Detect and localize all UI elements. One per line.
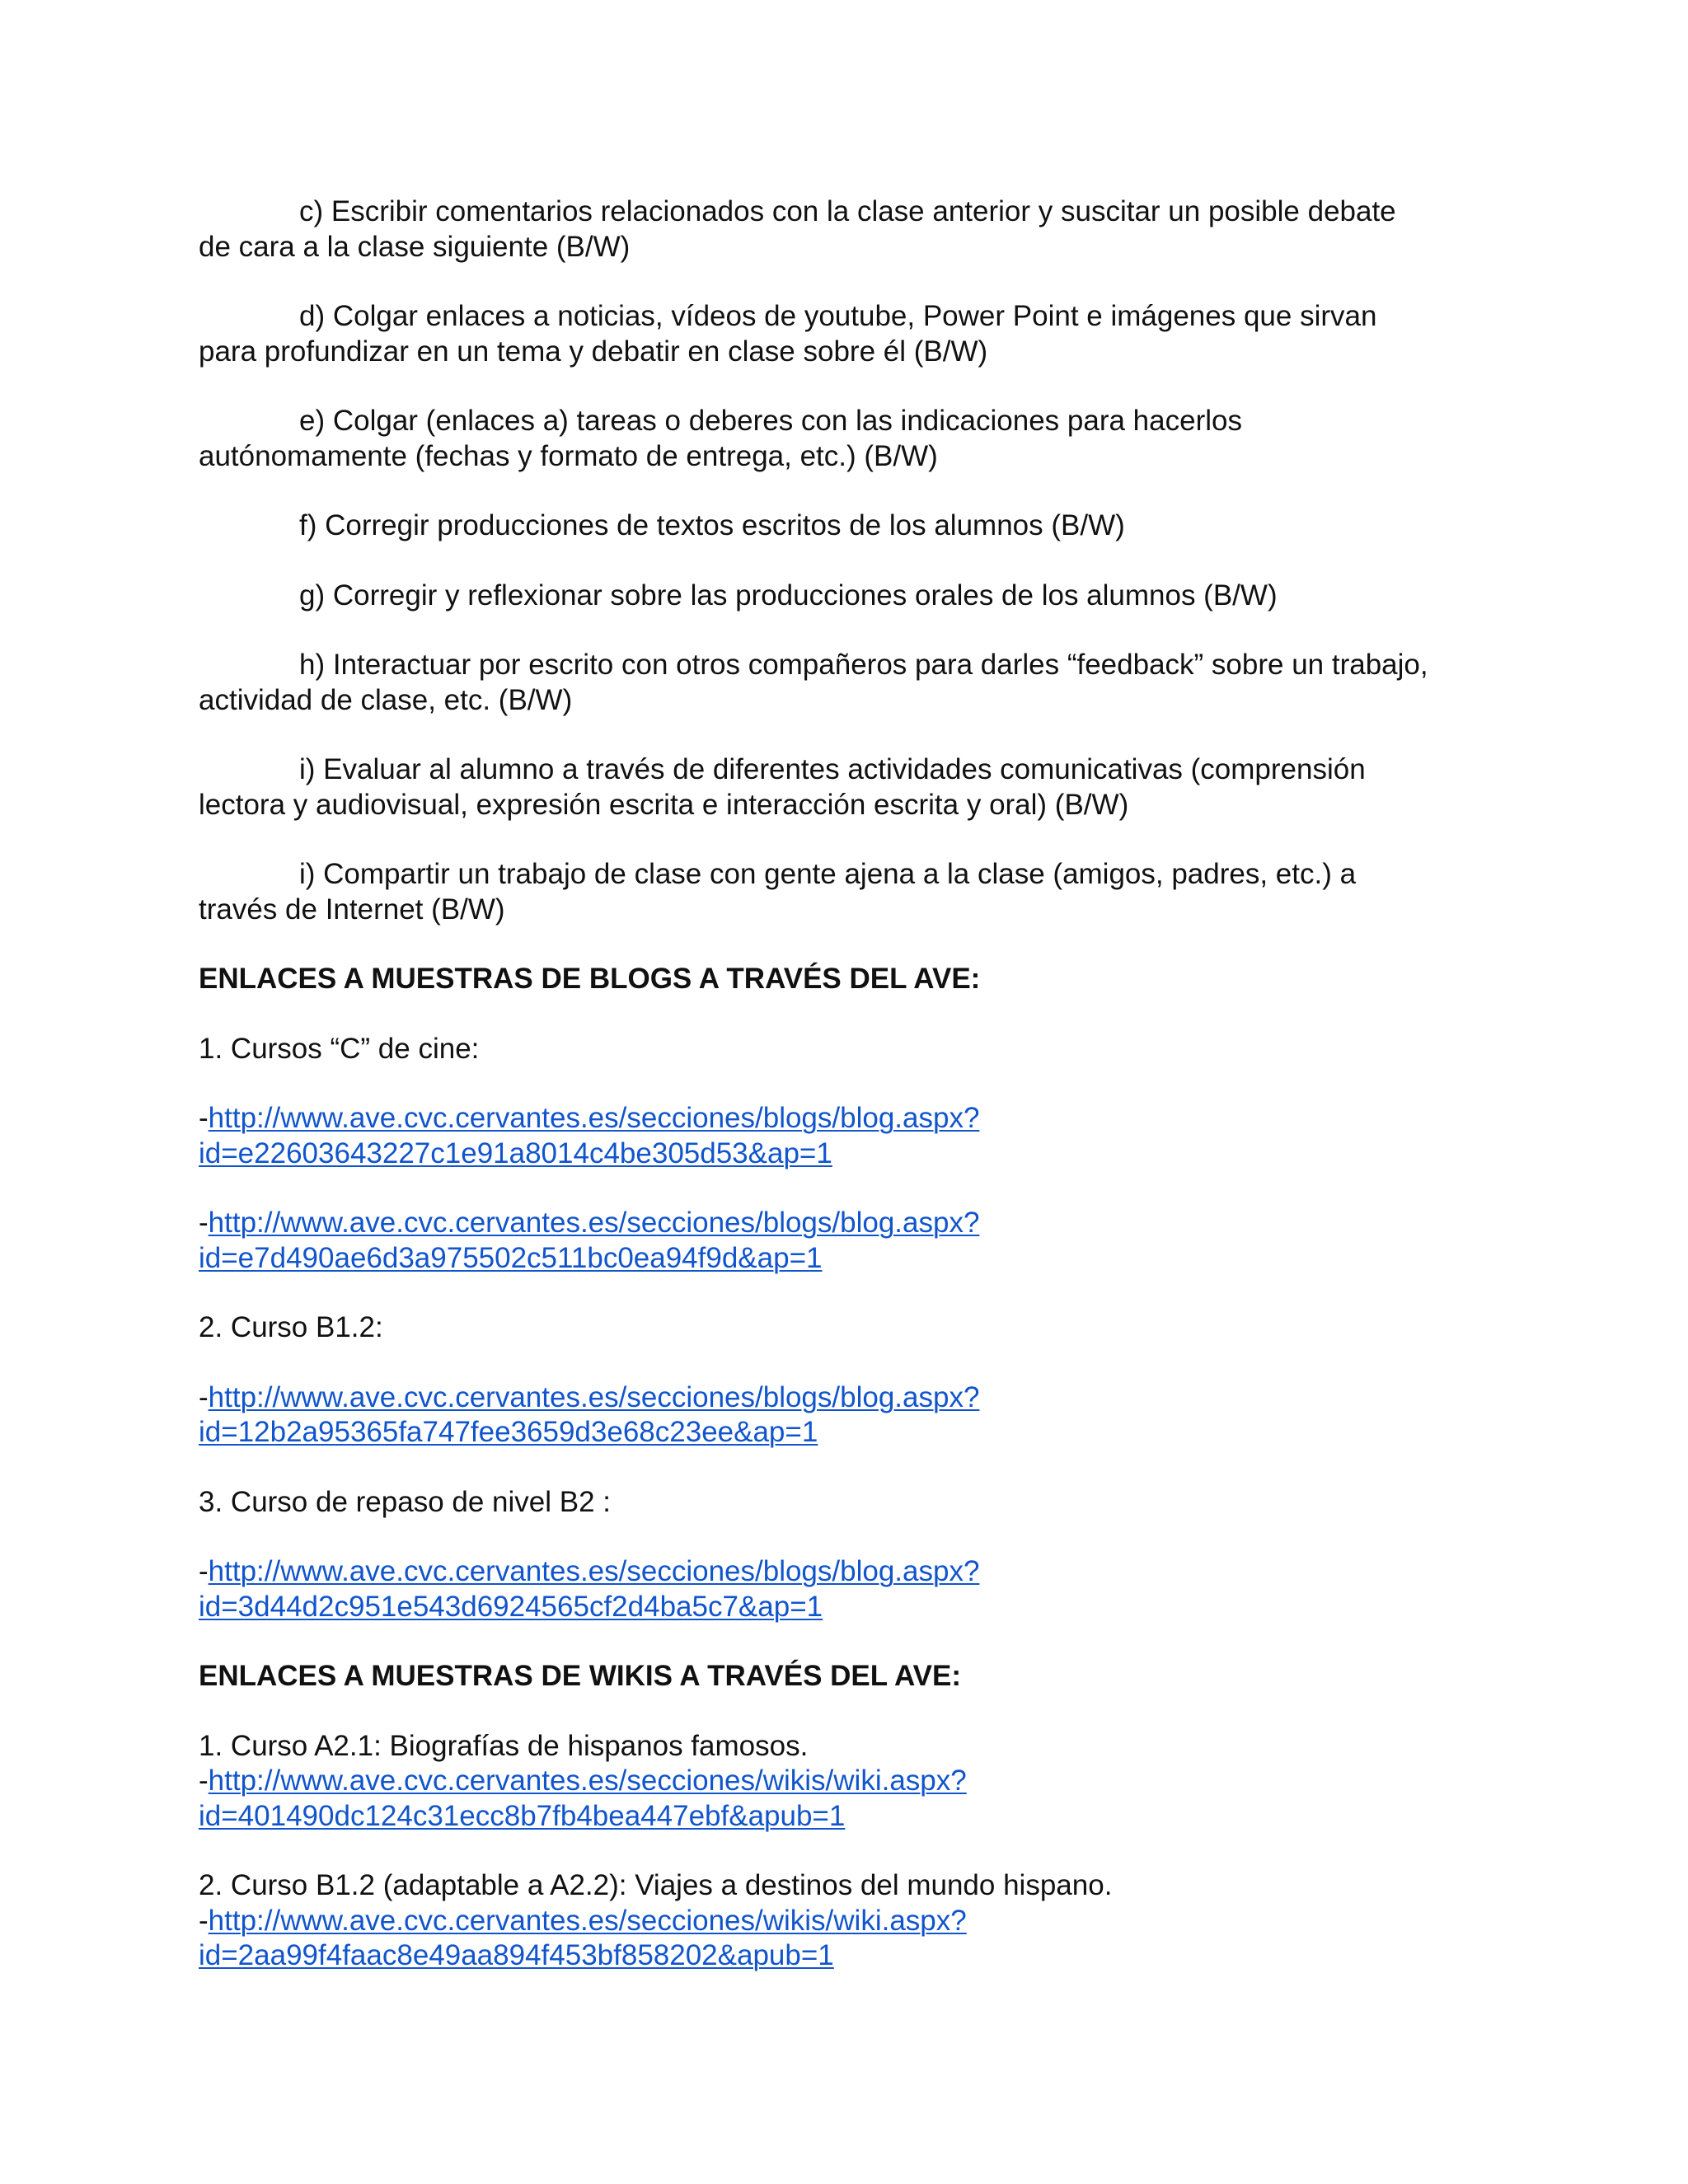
activity-item-line: c) Escribir comentarios relacionados con la clase anterior y suscitar un posible debate [299,195,1396,227]
document-page [199,194,1501,2008]
blogs-heading: ENLACES A MUESTRAS DE BLOGS A TRAVÉS DEL AVE: [199,963,981,995]
blog-link-b12[interactable] [199,1380,1501,1451]
activity-item-h [199,648,1501,718]
activity-item-line: de cara a la clase siguiente (B/W) [199,230,631,263]
link-dash: - [199,1380,209,1413]
link-dash: - [199,1555,209,1587]
blog-course-b2-label: 3. Curso de repaso de nivel B2 : [199,1485,612,1518]
blog-link-c-2[interactable] [199,1206,1501,1276]
blog-link-b2-url-cont[interactable]: id=3d44d2c951e543d6924565cf2d4ba5c7&ap=1 [199,1590,823,1623]
activity-item-line: e) Colgar (enlaces a) tareas o deberes con las indicaciones para hacerlos [299,405,1242,437]
blog-course-c-label: 1. Cursos “C” de cine: [199,1032,480,1065]
activity-item-line: f) Corregir producciones de textos escritos de los alumnos (B/W) [299,509,1125,541]
activity-item-i-compartir [199,857,1501,927]
activity-item-e [199,404,1501,474]
wiki-course-a21 [199,1729,1501,1835]
activity-item-d [199,299,1501,369]
activity-item-line: h) Interactuar por escrito con otros compañeros para darles “feedback” sobre un trabajo, [299,649,1428,681]
link-dash: - [199,1102,209,1134]
blog-link-c-1-url[interactable]: http://www.ave.cvc.cervantes.es/secciones/blogs/blog.aspx? [208,1102,980,1134]
link-dash: - [199,1765,209,1797]
blog-link-b2-url[interactable]: http://www.ave.cvc.cervantes.es/secciones/blogs/blog.aspx? [208,1555,980,1587]
wiki-course-b12 [199,1868,1501,1974]
activity-item-line: través de Internet (B/W) [199,893,505,926]
activity-item-line: para profundizar en un tema y debatir en clase sobre él (B/W) [199,335,988,368]
activity-item-line: autónomamente (fechas y formato de entrega, etc.) (B/W) [199,439,938,472]
activity-item-line: actividad de clase, etc. (B/W) [199,683,573,716]
activity-item-f [199,509,1501,544]
blog-link-c-2-url-cont[interactable]: id=e7d490ae6d3a975502c511bc0ea94f9d&ap=1 [199,1241,823,1274]
activity-item-line: g) Corregir y reflexionar sobre las producciones orales de los alumnos (B/W) [299,579,1278,612]
blog-course-b12-label: 2. Curso B1.2: [199,1311,383,1343]
wiki-link-a21-url[interactable]: http://www.ave.cvc.cervantes.es/secciones/wikis/wiki.aspx? [208,1765,967,1797]
link-dash: - [199,1207,209,1239]
blog-link-b2[interactable] [199,1554,1501,1624]
activity-item-line: d) Colgar enlaces a noticias, vídeos de youtube, Power Point e imágenes que sirvan [299,300,1377,332]
activity-item-line: i) Compartir un trabajo de clase con gente ajena a la clase (amigos, padres, etc.) a [299,858,1357,890]
activity-item-line: lectora y audiovisual, expresión escrita e interacción escrita y oral) (B/W) [199,788,1129,821]
blog-link-c-1-url-cont[interactable]: id=e22603643227c1e91a8014c4be305d53&ap=1 [199,1137,832,1169]
wiki-link-b12-url[interactable]: http://www.ave.cvc.cervantes.es/secciones/wikis/wiki.aspx? [208,1904,967,1937]
blog-link-c-1[interactable] [199,1101,1501,1171]
activity-item-g [199,579,1501,614]
wiki-link-b12-url-cont[interactable]: id=2aa99f4faac8e49aa894f453bf858202&apub=1 [199,1939,834,1971]
activity-item-c [199,194,1501,265]
link-dash: - [199,1904,209,1937]
blog-link-b12-url[interactable]: http://www.ave.cvc.cervantes.es/secciones/blogs/blog.aspx? [208,1380,980,1413]
activity-item-line: i) Evaluar al alumno a través de diferentes actividades comunicativas (comprensión [299,753,1366,785]
wiki-course-a21-label: 1. Curso A2.1: Biografías de hispanos famosos. [199,1729,809,1762]
wiki-link-a21-url-cont[interactable]: id=401490dc124c31ecc8b7fb4bea447ebf&apub=1 [199,1799,846,1832]
wiki-course-b12-label: 2. Curso B1.2 (adaptable a A2.2): Viajes a destinos del mundo hispano. [199,1869,1113,1901]
activity-item-i-evaluar [199,752,1501,823]
wikis-heading: ENLACES A MUESTRAS DE WIKIS A TRAVÉS DEL AVE: [199,1660,961,1692]
blog-link-c-2-url[interactable]: http://www.ave.cvc.cervantes.es/secciones/blogs/blog.aspx? [208,1207,980,1239]
blog-link-b12-url-cont[interactable]: id=12b2a95365fa747fee3659d3e68c23ee&ap=1 [199,1416,818,1448]
